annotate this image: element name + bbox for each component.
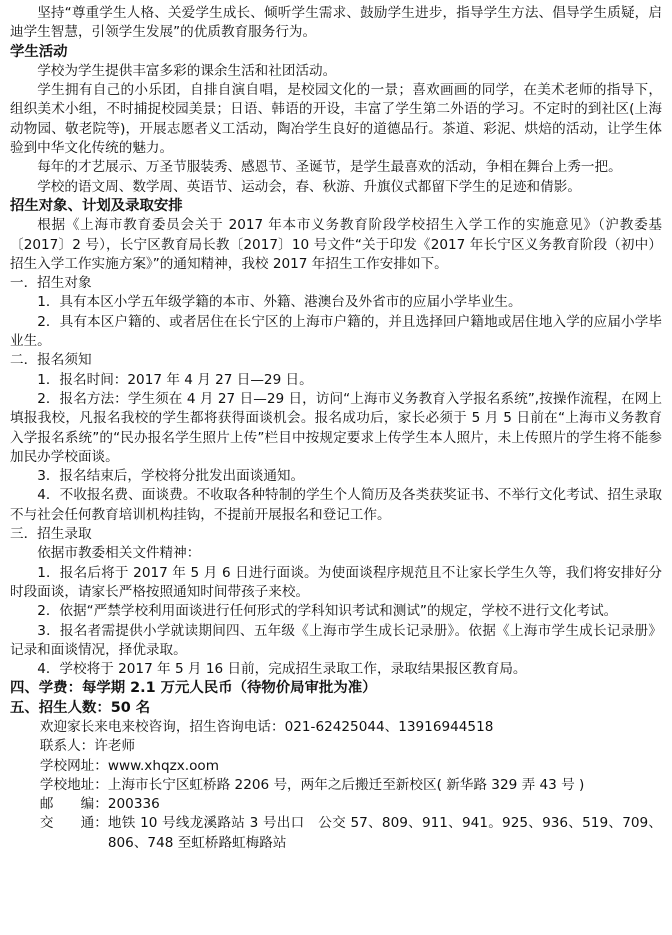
address-row	[40, 776, 662, 795]
activities-paragraph: 学校为学生提供丰富多彩的课余生活和社团活动。	[37, 62, 337, 79]
consult-hotline: 欢迎家长来电来校咨询，招生咨询电话：021-62425044、13916944518	[39, 718, 494, 735]
website-link[interactable]: www.xhqzx.oom	[107, 757, 219, 774]
enrollment-basis: 根据《上海市教育委员会关于 2017 年本市义务教育阶段学校招生入学工作的实施意见》（沪教委基〔2017〕2 号），长宁区教育局长教〔2017〕10 号文件“关于印发《2017 年长宁区义务教育阶段（初中） 招生入学工作实施方案》”的通知精神，我校 2017 年招生工作安排如下。	[10, 217, 662, 272]
transport-label: 交 通：	[39, 815, 108, 832]
website-label: 学校网址：	[39, 757, 108, 774]
intro-paragraph: 坚持“尊重学生人格、关爱学生成长、倾听学生需求、鼓励学生进步，指导学生方法、倡导学生质疑，启迪学生智慧，引领学生发展”的优质教育服务行为。	[10, 5, 662, 41]
tuition-fee: 四、学费：每学期 2.1 万元人民币（待物价局审批为准）	[10, 680, 377, 697]
transport-value: 地铁 10 号线龙溪路站 3 号出口 公交 57、809、911、941。925、936、519、709、806、748 至虹桥路虹梅路站	[107, 815, 662, 851]
section-item: 1．报名时间：2017 年 4 月 27 日—29 日。	[37, 371, 313, 388]
activities-paragraph: 学生拥有自己的小乐团，自排自演自唱，是校园文化的一景；喜欢画画的同学，在美术老师的指导下，组织美术小组，不时捕捉校园美景；日语、韩语的开设，丰富了学生第二外语的学习。不定时的到社区(上海动物园、敬老院等)，开展志愿者义工活动，陶冶学生良好的道德品行。茶道、彩泥、烘焙的活动，让学生体验到中华文化传统的魅力。	[10, 82, 662, 157]
section-item: 2．依据“严禁学校利用面谈进行任何形式的学科知识考试和测试”的规定，学校不进行文化考试。	[37, 603, 618, 620]
section-item: 2．报名方法：学生须在 4 月 27 日—29 日，访问“上海市义务教育入学报名系统”,按操作流程，在网上填报我校，凡报名我校的学生都将获得面谈机会。报名成功后，家长必须于 5 月 5 日前在“上海市义务教育入学报名系统”的“民办报名学生照片上传”栏目中按规定要求上传学生本人照片，未上传照片的学生将不能参加民办学校面谈。	[10, 390, 662, 465]
address-value: 上海市长宁区虹桥路 2206 号，两年之后搬迁至新校区( 新华路 329 弄 43 号 )	[107, 776, 585, 793]
section-title: 二．报名须知	[10, 352, 92, 369]
section-item: 4．学校将于 2017 年 5 月 16 日前，完成招生录取工作，录取结果报区教育局。	[37, 661, 527, 678]
transport-row	[40, 814, 662, 853]
enrollment-heading: 招生对象、计划及录取安排	[10, 197, 183, 214]
section-item: 3．报名结束后，学校将分批发出面谈通知。	[37, 468, 305, 485]
section-title: 一．招生对象	[10, 275, 92, 292]
section-lead: 依据市教委相关文件精神：	[37, 545, 201, 562]
section-item: 1．报名后将于 2017 年 5 月 6 日进行面谈。为使面谈程序规范且不让家长学生久等，我们将安排好分时段面谈，请家长严格按照通知时间带孩子来校。	[10, 564, 662, 600]
website-row	[40, 757, 662, 776]
activities-paragraph: 学校的语文周、数学周、英语节、运动会，春、秋游、升旗仪式都留下学生的足迹和倩影。	[37, 178, 581, 195]
activities-paragraph: 每年的才艺展示、万圣节服装秀、感恩节、圣诞节，是学生最喜欢的活动，争相在舞台上秀一把。	[37, 159, 622, 176]
postcode-value: 200336	[107, 796, 160, 813]
postcode-row	[40, 795, 662, 814]
contact-person: 联系人：许老师	[39, 738, 136, 755]
section-item: 3．报名者需提供小学就读期间四、五年级《上海市学生成长记录册》。依据《上海市学生成长记录册》记录和面谈情况，择优录取。	[10, 622, 662, 658]
section-item: 4．不收报名费、面谈费。不收取各种特制的学生个人简历及各类获奖证书、不举行文化考试、招生录取不与社会任何教育培训机构挂钩，不提前开展报名和登记工作。	[10, 487, 662, 523]
enrollment-count: 五、招生人数：50 名	[10, 699, 151, 716]
postcode-label: 邮 编：	[39, 796, 108, 813]
section-item: 1．具有本区小学五年级学籍的本市、外籍、港澳台及外省市的应届小学毕业生。	[37, 294, 522, 311]
section-title: 三．招生录取	[10, 526, 92, 543]
address-label: 学校地址：	[39, 776, 108, 793]
activities-heading: 学生活动	[10, 43, 68, 60]
section-item: 2．具有本区户籍的、或者居住在长宁区的上海市户籍的，并且选择回户籍地或居住地入学的应届小学毕业生。	[10, 313, 662, 350]
contact-block	[10, 718, 662, 853]
